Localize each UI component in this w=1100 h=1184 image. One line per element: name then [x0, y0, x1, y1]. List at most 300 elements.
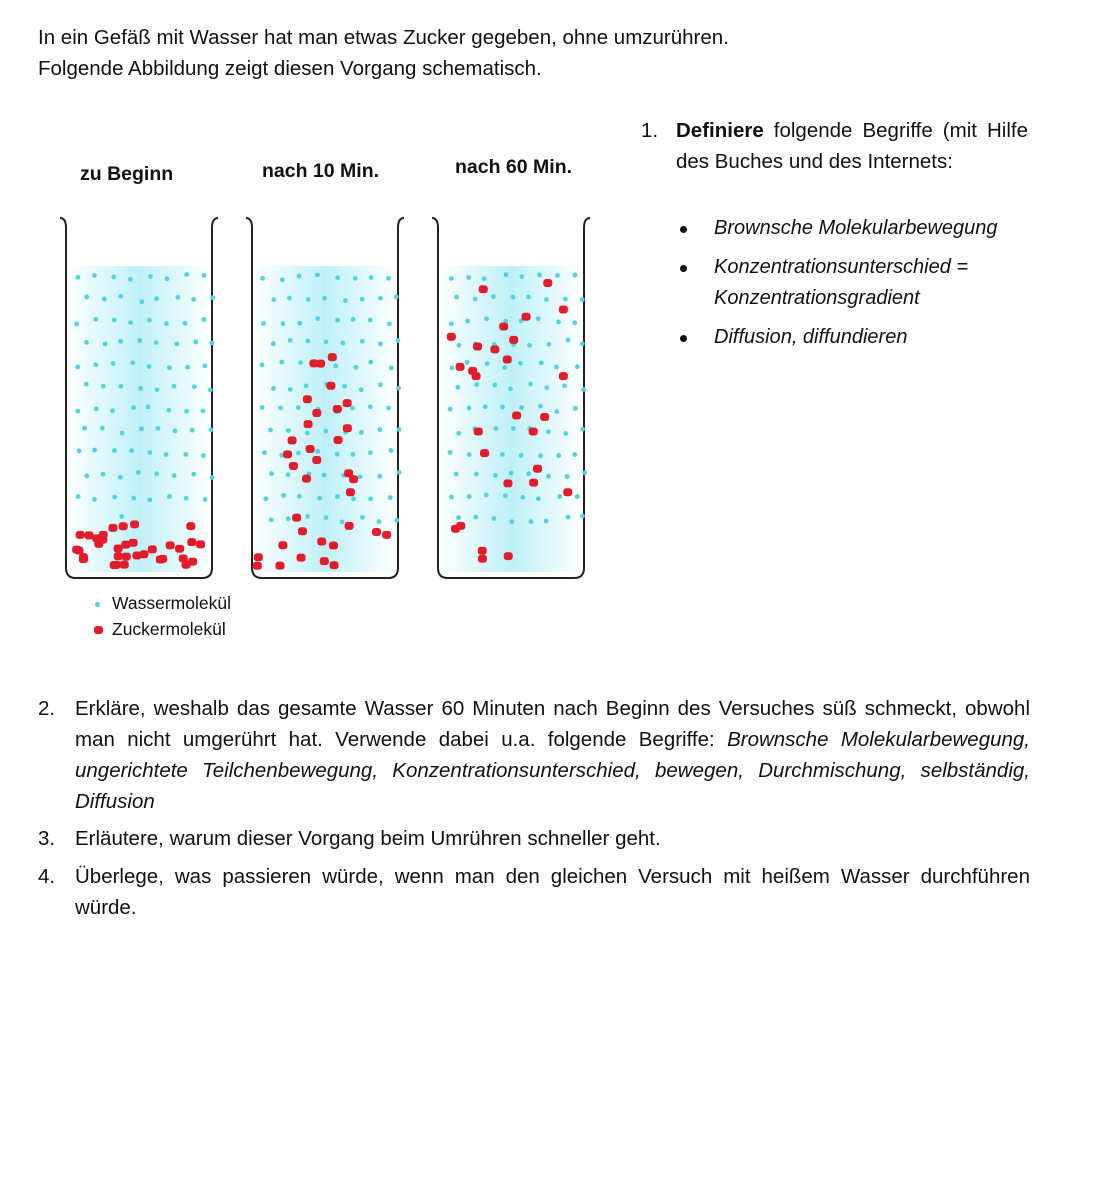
sugar-molecule — [175, 545, 184, 553]
water-molecule — [112, 448, 117, 453]
water-molecule — [103, 342, 108, 347]
water-molecule — [172, 384, 177, 389]
water-molecule — [131, 496, 136, 501]
water-molecule — [454, 295, 459, 300]
water-molecule — [76, 494, 81, 499]
water-molecule — [286, 516, 291, 521]
water-molecule — [544, 297, 549, 302]
water-molecule — [315, 316, 320, 321]
water-molecule — [315, 449, 320, 454]
water-molecule — [554, 365, 559, 370]
water-fill — [252, 266, 398, 572]
sugar-molecule — [543, 279, 552, 287]
water-molecule — [172, 473, 177, 478]
sugar-molecule — [509, 336, 518, 344]
water-molecule — [557, 494, 562, 499]
water-molecule — [184, 272, 189, 277]
water-molecule — [465, 319, 470, 324]
water-molecule — [190, 428, 195, 433]
water-molecule — [174, 341, 179, 346]
water-molecule — [518, 361, 523, 366]
water-molecule — [280, 277, 285, 282]
water-molecule — [131, 405, 136, 410]
legend-water: Wassermolekül — [112, 593, 231, 613]
sugar-molecule — [85, 531, 94, 539]
water-molecule — [278, 406, 283, 411]
water-molecule — [456, 431, 461, 436]
water-molecule — [528, 382, 533, 387]
beaker-label-60min: nach 60 Min. — [455, 156, 573, 178]
question-1-body: folgende Begriffe (mit Hilfe des Buches und des Internets: — [676, 119, 1028, 173]
water-molecule — [146, 405, 151, 410]
water-molecule — [209, 427, 214, 432]
water-molecule — [473, 297, 478, 302]
water-molecule — [396, 338, 401, 343]
water-molecule — [358, 474, 363, 479]
sugar-molecule — [382, 531, 391, 539]
water-molecule — [333, 364, 338, 369]
sugar-molecule — [330, 561, 339, 569]
beakers-illustration — [50, 200, 620, 640]
water-molecule — [118, 475, 123, 480]
sugar-molecule — [306, 445, 315, 453]
water-molecule — [210, 475, 215, 480]
water-molecule — [538, 404, 543, 409]
water-molecule — [484, 493, 489, 498]
water-molecule — [544, 385, 549, 390]
water-molecule — [502, 365, 507, 370]
water-molecule — [580, 297, 585, 302]
water-molecule — [324, 515, 329, 520]
water-molecule — [281, 493, 286, 498]
water-molecule — [268, 428, 273, 433]
water-molecule — [260, 405, 265, 410]
water-molecule — [448, 407, 453, 412]
sugar-molecule — [345, 522, 354, 530]
water-molecule — [484, 316, 489, 321]
sugar-molecule — [276, 562, 285, 570]
sugar-molecule — [114, 544, 123, 552]
sugar-molecule — [278, 541, 287, 549]
water-molecule — [563, 297, 568, 302]
question-2-text: Erkläre, weshalb das gesamte Wasser 60 Minuten nach Beginn des Versuches süß schmeckt, obwohl man nicht umgerührt hat. Verwende dabei u.a. folgende Begriffe: — [75, 697, 1030, 751]
water-molecule — [456, 515, 461, 520]
water-molecule — [261, 321, 266, 326]
water-molecule — [154, 340, 159, 345]
sugar-molecule — [447, 333, 456, 341]
water-molecule — [120, 431, 125, 436]
water-molecule — [397, 470, 402, 475]
water-molecule — [368, 496, 373, 501]
water-molecule — [201, 453, 206, 458]
water-molecule — [193, 340, 198, 345]
sugar-molecule — [112, 561, 121, 569]
water-molecule — [454, 472, 459, 477]
water-molecule — [304, 383, 309, 388]
sugar-molecule — [504, 552, 513, 560]
sugar-molecule — [529, 479, 538, 487]
water-molecule — [184, 409, 189, 414]
water-molecule — [544, 519, 549, 524]
water-molecule — [147, 318, 152, 323]
water-molecule — [500, 405, 505, 410]
water-molecule — [474, 382, 479, 387]
water-molecule — [563, 431, 568, 436]
water-molecule — [504, 272, 509, 277]
water-molecule — [547, 342, 552, 347]
sugar-molecule — [317, 538, 326, 546]
sugar-molecule — [72, 546, 81, 554]
water-molecule — [75, 365, 80, 370]
water-molecule — [323, 429, 328, 434]
water-molecule — [519, 405, 524, 410]
sugar-molecule — [292, 514, 301, 522]
water-molecule — [360, 339, 365, 344]
sugar-molecule — [98, 536, 107, 544]
water-molecule — [482, 276, 487, 281]
sugar-molecule — [302, 475, 311, 483]
water-molecule — [395, 518, 400, 523]
water-molecule — [493, 473, 498, 478]
question-2-terms: Brownsche Molekularbewegung, ungerichtete Teilchenbewegung, Konzentrationsunterschied, bewegen, Durchmischung, selbständig, Diffusion — [75, 728, 1031, 813]
water-molecule — [84, 340, 89, 345]
water-molecule — [359, 387, 364, 392]
sugar-molecule — [346, 488, 355, 496]
sugar-molecule — [76, 531, 85, 539]
water-molecule — [315, 273, 320, 278]
water-molecule — [508, 386, 513, 391]
water-molecule — [555, 409, 560, 414]
sugar-molecule — [328, 353, 337, 361]
sugar-molecule — [473, 342, 482, 350]
bullet-icon — [680, 335, 687, 342]
term-konzentration: Konzentrationsunterschied = Konzentrationsgradient — [714, 256, 969, 309]
water-molecule — [92, 448, 97, 453]
water-molecule — [368, 318, 373, 323]
water-molecule — [82, 426, 87, 431]
water-molecule — [353, 365, 358, 370]
water-molecule — [324, 339, 329, 344]
water-molecule — [269, 517, 274, 522]
water-molecule — [397, 427, 402, 432]
water-molecule — [575, 494, 580, 499]
water-molecule — [201, 409, 206, 414]
sugar-molecule — [512, 412, 521, 420]
water-molecule — [377, 519, 382, 524]
water-molecule — [572, 320, 577, 325]
water-molecule — [580, 341, 585, 346]
sugar-molecule — [120, 561, 129, 569]
water-molecule — [322, 296, 327, 301]
water-molecule — [183, 452, 188, 457]
water-molecule — [529, 519, 534, 524]
water-molecule — [306, 297, 311, 302]
sugar-molecule — [166, 541, 175, 549]
water-molecule — [580, 514, 585, 519]
water-molecule — [335, 275, 340, 280]
water-molecule — [298, 360, 303, 365]
water-molecule — [75, 409, 80, 414]
sugar-molecule — [326, 382, 335, 390]
water-molecule — [369, 275, 374, 280]
water-molecule — [343, 298, 348, 303]
sugar-molecule — [503, 479, 512, 487]
water-molecule — [450, 366, 455, 371]
water-molecule — [154, 296, 159, 301]
water-molecule — [297, 321, 302, 326]
question-1-number: 1. — [641, 119, 659, 142]
sugar-molecule — [288, 436, 297, 444]
beaker-label-start: zu Beginn — [80, 163, 174, 185]
sugar-molecule — [297, 554, 306, 562]
sugar-molecule — [129, 539, 138, 547]
term-diffusion: Diffusion, diffundieren — [714, 326, 908, 348]
water-molecule — [165, 276, 170, 281]
water-molecule — [386, 276, 391, 281]
water-molecule — [368, 404, 373, 409]
water-molecule — [147, 364, 152, 369]
water-molecule — [340, 519, 345, 524]
sugar-molecule — [529, 427, 538, 435]
water-molecule — [335, 494, 340, 499]
water-molecule — [509, 519, 514, 524]
water-molecule — [203, 363, 208, 368]
water-molecule — [191, 472, 196, 477]
term-item — [676, 252, 1036, 314]
sugar-molecule — [186, 522, 195, 530]
sugar-molecule — [130, 520, 139, 528]
sugar-molecule — [79, 553, 88, 561]
water-molecule — [137, 338, 142, 343]
water-molecule — [148, 274, 153, 279]
water-molecule — [360, 515, 365, 520]
water-molecule — [527, 343, 532, 348]
water-molecule — [341, 341, 346, 346]
sugar-molecule — [559, 372, 568, 380]
water-molecule — [166, 408, 171, 413]
sugar-molecule — [349, 475, 358, 483]
water-molecule — [573, 273, 578, 278]
water-molecule — [260, 276, 265, 281]
water-molecule — [572, 452, 577, 457]
water-molecule — [449, 276, 454, 281]
question-4-number: 4. — [38, 865, 56, 888]
sugar-molecule — [320, 557, 329, 565]
water-molecule — [510, 295, 515, 300]
water-molecule — [305, 431, 310, 436]
water-molecule — [536, 316, 541, 321]
water-molecule — [335, 452, 340, 457]
water-molecule — [500, 452, 505, 457]
intro-line-2: Folgende Abbildung zeigt diesen Vorgang schematisch. — [38, 57, 542, 80]
sugar-molecule — [298, 527, 307, 535]
water-molecule — [546, 429, 551, 434]
beaker-label-10min: nach 10 Min. — [262, 160, 380, 182]
water-molecule — [147, 497, 152, 502]
water-molecule — [286, 472, 291, 477]
sugar-molecule — [139, 550, 148, 558]
water-molecule — [562, 383, 567, 388]
water-molecule — [271, 297, 276, 302]
diffusion-figure — [50, 150, 620, 650]
sugar-molecule — [309, 359, 318, 367]
sugar-molecule — [119, 522, 128, 530]
water-molecule — [465, 360, 470, 365]
water-molecule — [503, 493, 508, 498]
water-molecule — [118, 294, 123, 299]
water-molecule — [191, 297, 196, 302]
water-molecule — [94, 406, 99, 411]
water-molecule — [156, 426, 161, 431]
water-legend-icon — [95, 602, 100, 607]
water-molecule — [112, 495, 117, 500]
water-molecule — [359, 430, 364, 435]
water-molecule — [128, 277, 133, 282]
sugar-molecule — [333, 405, 342, 413]
water-molecule — [466, 275, 471, 280]
water-molecule — [335, 318, 340, 323]
water-molecule — [378, 342, 383, 347]
water-molecule — [322, 473, 327, 478]
water-molecule — [111, 275, 116, 280]
water-molecule — [102, 297, 107, 302]
sugar-molecule — [540, 413, 549, 421]
water-molecule — [76, 275, 81, 280]
sugar-molecule — [253, 562, 262, 570]
water-molecule — [536, 496, 541, 501]
water-molecule — [555, 273, 560, 278]
water-molecule — [167, 365, 172, 370]
water-molecule — [351, 317, 356, 322]
water-molecule — [317, 496, 322, 501]
water-molecule — [493, 426, 498, 431]
intro-line-1: In ein Gefäß mit Wasser hat man etwas Zucker gegeben, ohne umzurühren. — [38, 26, 729, 49]
water-molecule — [297, 274, 302, 279]
water-molecule — [296, 405, 301, 410]
water-molecule — [387, 321, 392, 326]
water-molecule — [164, 452, 169, 457]
sugar-molecule — [478, 547, 487, 555]
water-molecule — [368, 450, 373, 455]
water-molecule — [192, 384, 197, 389]
water-molecule — [448, 450, 453, 455]
question-2 — [38, 693, 1030, 817]
water-molecule — [77, 448, 82, 453]
water-molecule — [377, 474, 382, 479]
water-molecule — [129, 448, 134, 453]
water-molecule — [269, 471, 274, 476]
water-molecule — [110, 408, 115, 413]
water-molecule — [350, 452, 355, 457]
water-molecule — [353, 276, 358, 281]
water-molecule — [573, 406, 578, 411]
water-molecule — [511, 426, 516, 431]
water-molecule — [118, 384, 123, 389]
water-molecule — [546, 474, 551, 479]
water-molecule — [185, 365, 190, 370]
water-molecule — [350, 406, 355, 411]
sugar-molecule — [456, 363, 465, 371]
sugar-molecule — [334, 436, 343, 444]
water-molecule — [93, 317, 98, 322]
sugar-molecule — [479, 285, 488, 293]
water-molecule — [396, 386, 401, 391]
water-molecule — [262, 450, 267, 455]
water-molecule — [101, 472, 106, 477]
water-molecule — [456, 343, 461, 348]
water-molecule — [377, 427, 382, 432]
water-molecule — [493, 383, 498, 388]
question-3-text: Erläutere, warum dieser Vorgang beim Umrühren schneller geht. — [75, 827, 661, 850]
water-molecule — [164, 321, 169, 326]
water-molecule — [263, 496, 268, 501]
water-molecule — [388, 495, 393, 500]
water-molecule — [271, 386, 276, 391]
sugar-molecule — [522, 313, 531, 321]
water-molecule — [556, 453, 561, 458]
water-molecule — [148, 450, 153, 455]
water-molecule — [305, 514, 310, 519]
sugar-molecule — [187, 538, 196, 546]
water-molecule — [473, 515, 478, 520]
water-molecule — [565, 474, 570, 479]
sugar-molecule — [474, 427, 483, 435]
water-molecule — [394, 294, 399, 299]
water-molecule — [271, 341, 276, 346]
water-molecule — [455, 385, 460, 390]
water-molecule — [389, 448, 394, 453]
water-molecule — [260, 363, 265, 368]
term-list — [676, 213, 1036, 361]
question-3 — [38, 823, 1030, 854]
sugar-molecule — [559, 306, 568, 314]
water-molecule — [526, 471, 531, 476]
water-molecule — [281, 321, 286, 326]
water-molecule — [139, 299, 144, 304]
water-molecule — [139, 426, 144, 431]
water-molecule — [128, 320, 133, 325]
water-molecule — [112, 318, 117, 323]
sugar-molecule — [343, 399, 352, 407]
water-molecule — [74, 322, 79, 327]
water-molecule — [131, 360, 136, 365]
water-molecule — [519, 453, 524, 458]
water-molecule — [449, 495, 454, 500]
sugar-molecule — [312, 409, 321, 417]
sugar-molecule — [158, 555, 167, 563]
water-molecule — [566, 338, 571, 343]
water-molecule — [485, 361, 490, 366]
water-molecule — [119, 514, 124, 519]
water-molecule — [575, 364, 580, 369]
water-molecule — [155, 387, 160, 392]
water-molecule — [581, 387, 586, 392]
water-molecule — [467, 452, 472, 457]
water-molecule — [208, 388, 213, 393]
water-molecule — [389, 366, 394, 371]
water-molecule — [351, 496, 356, 501]
water-molecule — [201, 317, 206, 322]
water-molecule — [360, 297, 365, 302]
water-molecule — [92, 497, 97, 502]
question-1-verb: Definiere — [676, 119, 764, 142]
sugar-molecule — [372, 528, 381, 536]
water-molecule — [111, 361, 116, 366]
water-molecule — [183, 321, 188, 326]
sugar-molecule — [114, 552, 123, 560]
sugar-molecule — [343, 424, 352, 432]
water-molecule — [297, 494, 302, 499]
